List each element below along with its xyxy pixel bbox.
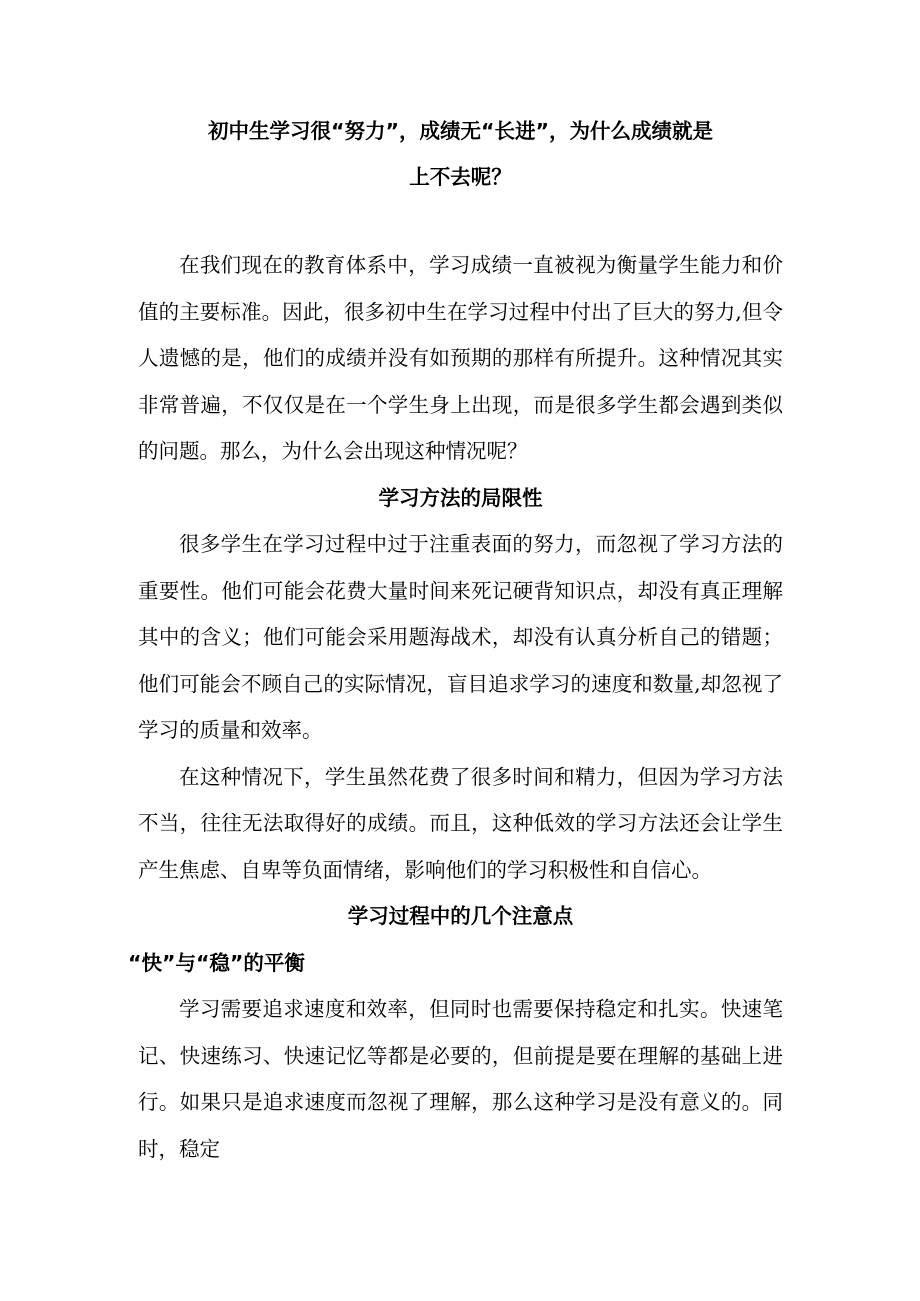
section-heading-method-limits: 学习方法的局限性	[378, 485, 543, 510]
intro-paragraph: 在我们现在的教育体系中，学习成绩一直被视为衡量学生能力和价值的主要标准。因此，很多初中生在学习过程中付出了巨大的努力,但令人遗憾的是，他们的成绩并没有如预期的那样有所提升。这种情况其实非常普遍，不仅仅是在一个学生身上出现，而是很多学生都会遇到类似的问题。那么，为什么会出现这种情况呢？	[138, 253, 783, 463]
title-line-1: 初中生学习很“努力”，成绩无“长进”，为什么成绩就是	[208, 119, 713, 143]
title-line-2: 上不去呢？	[409, 165, 512, 189]
subsection-heading-speed-stability: “快”与“稳”的平衡	[128, 950, 305, 975]
subsection1-paragraph-1: 学习需要追求速度和效率，但同时也需要保持稳定和扎实。快速笔记、快速练习、快速记忆等都是必要的，但前提是要在理解的基础上进行。如果只是追求速度而忽视了理解，那么这种学习是没有意义的。同时，稳定	[138, 997, 783, 1161]
section1-paragraph-1: 很多学生在学习过程中过于注重表面的努力，而忽视了学习方法的重要性。他们可能会花费大量时间来死记硬背知识点，却没有真正理解其中的含义；他们可能会采用题海战术，却没有认真分析自己的错题；他们可能会不顾自己的实际情况，盲目追求学习的速度和数量,却忽视了学习的质量和效率。	[138, 532, 783, 742]
section1-paragraph-2: 在这种情况下，学生虽然花费了很多时间和精力，但因为学习方法不当，往往无法取得好的成绩。而且，这种低效的学习方法还会让学生产生焦虑、自卑等负面情绪，影响他们的学习积极性和自信心。	[138, 764, 783, 882]
document-title	[138, 108, 783, 200]
section-heading-notes: 学习过程中的几个注意点	[347, 904, 574, 928]
title-spacer	[138, 200, 783, 242]
document-page	[128, 108, 783, 1172]
